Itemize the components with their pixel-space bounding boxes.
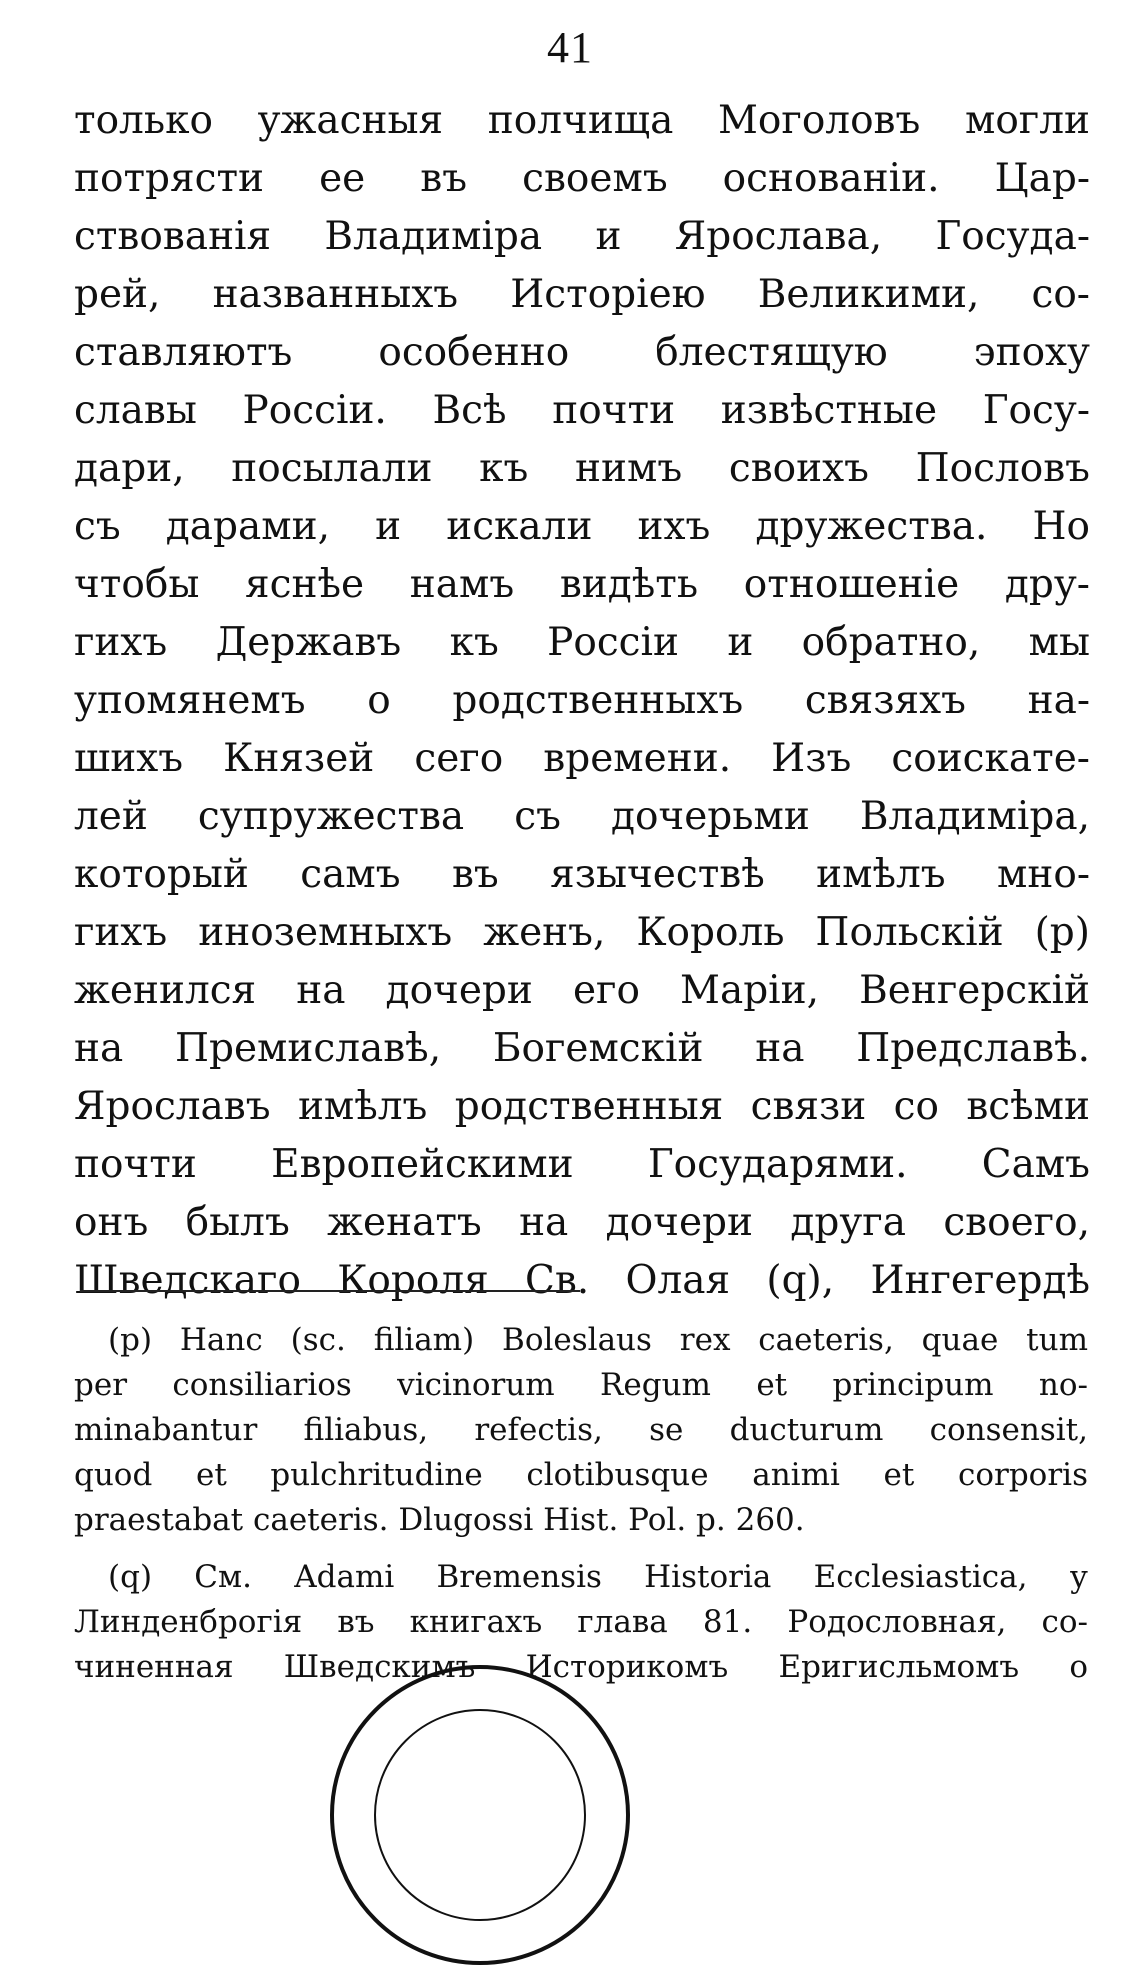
text-line: ствованія Владиміра и Ярослава, Госуда- [74,214,1090,259]
text-line: съ дарами, и искали ихъ дружества. Но [74,504,1090,549]
footnote-line: Линденброгія въ книгахъ глава 81. Родословная, со- [74,1604,1088,1640]
text-line: чтобы яснѣе намъ видѣть отношеніе дру- [74,562,1090,607]
footnote-separator-rule [80,1290,580,1292]
main-body-text [74,92,1090,1310]
text-line: онъ былъ женатъ на дочери друга своего, [74,1200,1090,1245]
text-line: славы Россіи. Всѣ почти извѣстные Госу- [74,388,1090,433]
footnote-line: (p) Hanc (sc. filiam) Boleslaus rex caeteris, quae tum [108,1322,1088,1358]
footnote-line: minabantur filiabus, refectis, se ducturum consensit, [74,1412,1088,1448]
page-number: 41 [547,23,593,72]
footnotes [74,1318,1088,1690]
library-stamp-inner-ring [374,1709,586,1921]
footnote-line: quod et pulchritudine clotibusque animi et corporis [74,1457,1088,1493]
footnote-gap [74,1543,1088,1555]
footnote-line: чиненная Шведскимъ Историкомъ Еригисльмомъ о [74,1649,1088,1685]
text-line: гихъ Державъ къ Россіи и обратно, мы [74,620,1090,665]
text-line: шихъ Князей сего времени. Изъ соискате- [74,736,1090,781]
text-line: гихъ иноземныхъ женъ, Король Польскій (p) [74,910,1090,955]
text-line: Шведскаго Короля Св. Олая (q), Ингегердѣ [74,1258,1090,1303]
footnote-q [74,1555,1088,1690]
text-line: женился на дочери его Маріи, Венгерскій [74,968,1090,1013]
footnote-line: per consiliarios vicinorum Regum et principum no- [74,1367,1088,1403]
text-line: который самъ въ язычествѣ имѣлъ мно- [74,852,1090,897]
text-line: рей, названныхъ Исторіею Великими, со- [74,272,1090,317]
text-line: лей супружества съ дочерьми Владиміра, [74,794,1090,839]
text-line: только ужасныя полчища Моголовъ могли [74,98,1090,143]
text-line: Ярославъ имѣлъ родственныя связи со всѣми [74,1084,1090,1129]
text-line: на Премиславѣ, Богемскій на Предславѣ. [74,1026,1090,1071]
footnote-line: (q) См. Adami Bremensis Historia Ecclesiastica, у [108,1559,1088,1595]
footnote-p [74,1318,1088,1543]
text-line: потрясти ее въ своемъ основаніи. Цар- [74,156,1090,201]
library-stamp [330,1665,630,1965]
text-line: упомянемъ о родственныхъ связяхъ на- [74,678,1090,723]
text-line: дари, посылали къ нимъ своихъ Пословъ [74,446,1090,491]
text-line: ставляютъ особенно блестящую эпоху [74,330,1090,375]
footnote-line: praestabat caeteris. Dlugossi Hist. Pol. p. 260. [74,1502,805,1538]
text-line: почти Европейскими Государями. Самъ [74,1142,1090,1187]
